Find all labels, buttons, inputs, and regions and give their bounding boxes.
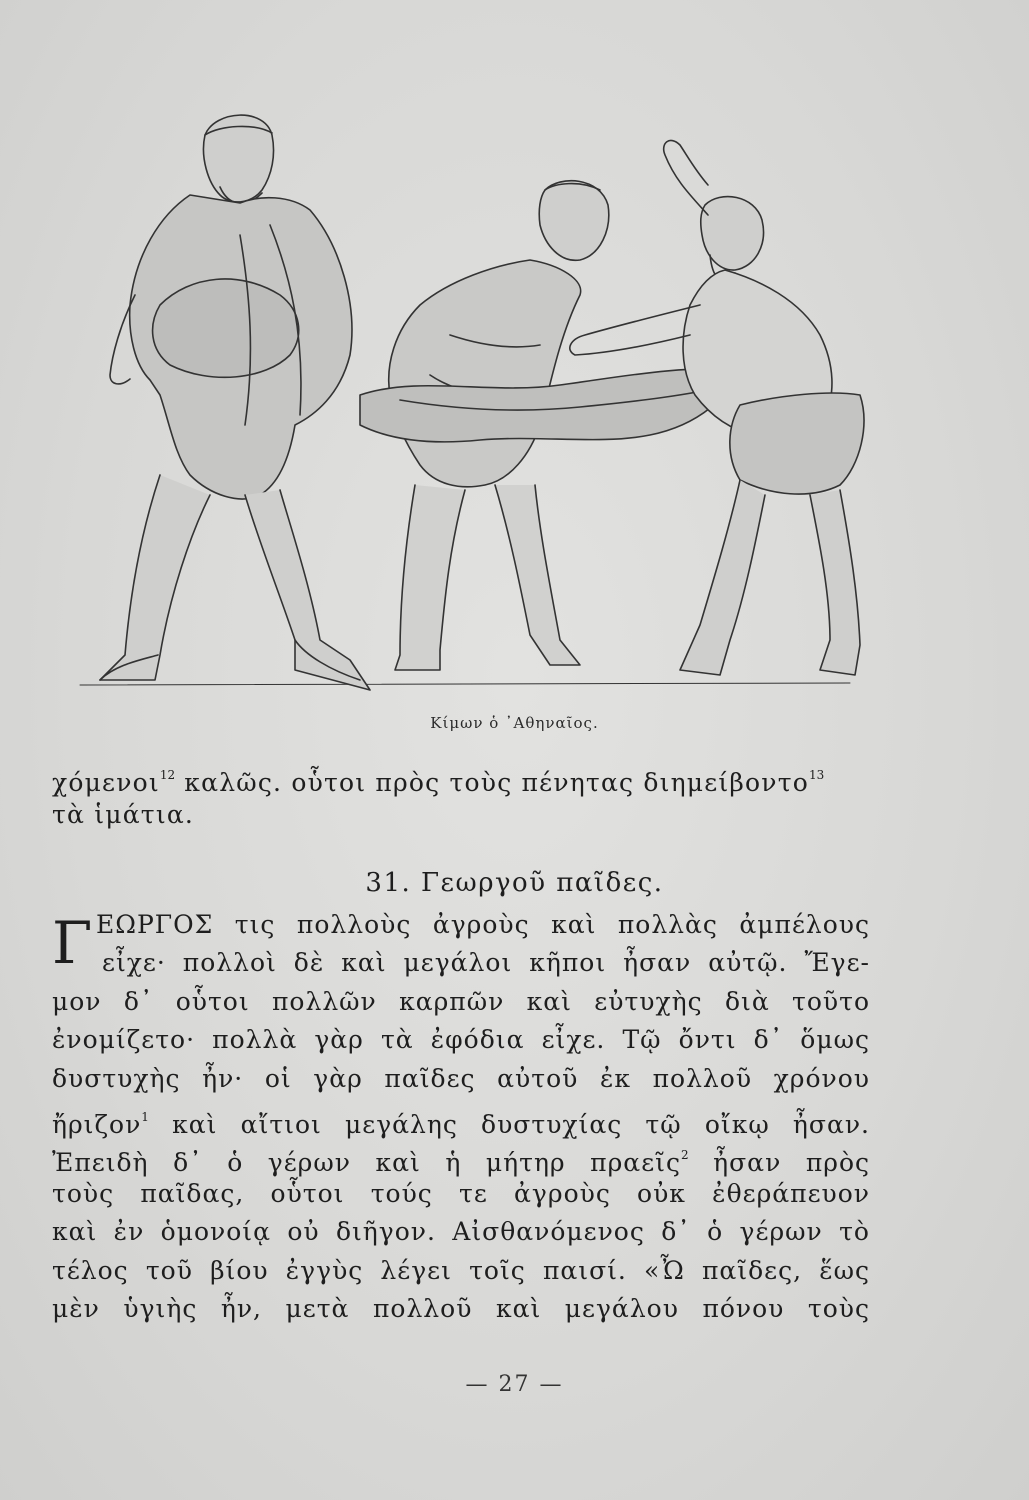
- text-segment: Ἐπειδὴ δ᾿ ὁ γέρων καὶ ἡ μήτηρ πραεῖς: [52, 1148, 681, 1178]
- continuation-line-1: [52, 758, 882, 800]
- continuation-text: τὰ ἱμάτια.: [52, 800, 195, 829]
- text-line: [52, 1098, 870, 1139]
- drop-cap: Γ: [52, 909, 93, 977]
- text-line: μὲν ὑγιὴς ἦν, μετὰ πολλοῦ καὶ μεγάλου πόνου τοὺς: [52, 1293, 870, 1323]
- text-segment: ἦσαν πρὸς: [688, 1148, 870, 1178]
- page-number: — 27 —: [465, 1372, 564, 1397]
- figure-kimon: [100, 115, 370, 690]
- text-line: ΕΩΡΓΟΣ τις πολλοὺς ἀγροὺς καὶ πολλὰς ἀμπέλους: [96, 910, 870, 939]
- text-segment: καὶ αἴτιοι μεγάλης δυστυχίας τῷ οἴκῳ ἦσαν.: [148, 1109, 870, 1139]
- continuation-line-2: [52, 798, 882, 832]
- text-line: τοὺς παῖδας, οὗτοι τούς τε ἀγροὺς οὐκ ἐθεράπευον: [52, 1178, 870, 1208]
- footnote-ref: 12: [159, 768, 176, 782]
- story-paragraph: [52, 906, 870, 1328]
- footnote-ref: 1: [141, 1109, 149, 1124]
- section-heading: 31. Γεωργοῦ παῖδες.: [365, 868, 664, 898]
- text-line: δυστυχὴς ἦν· οἱ γὰρ παῖδες αὐτοῦ ἐκ πολλοῦ χρόνου: [52, 1063, 870, 1093]
- illustration-kimon: [40, 95, 880, 705]
- text-line: εἶχε· πολλοὶ δὲ καὶ μεγάλοι κῆποι ἦσαν αὐτῷ. Ἔγε-: [102, 948, 870, 978]
- text-line: καὶ ἐν ὁμονοίᾳ οὐ διῆγον. Αἰσθανόμενος δ᾿ ὁ γέρων τὸ: [52, 1217, 870, 1247]
- figure-young-man: [360, 181, 740, 670]
- continuation-text: χόμενοι: [52, 768, 160, 797]
- text-line: ἐνομίζετο· πολλὰ γὰρ τὰ ἐφόδια εἶχε. Τῷ ὄντι δ᾿ ὅμως: [52, 1025, 870, 1055]
- text-segment: ἤριζον: [52, 1109, 142, 1139]
- text-line: μον δ᾿ οὗτοι πολλῶν καρπῶν καὶ εὐτυχὴς διὰ τοῦτο: [52, 986, 870, 1016]
- illustration-caption: Κίμων ὁ ᾿Αθηναῖος.: [430, 714, 599, 732]
- footnote-ref: 2: [680, 1148, 689, 1163]
- footnote-ref: 13: [809, 768, 825, 782]
- illustration-drawing: [40, 95, 880, 705]
- text-line: τέλος τοῦ βίου ἐγγὺς λέγει τοῖς παισί. «Ὦ παῖδες, ἕως: [52, 1255, 870, 1285]
- continuation-text: καλῶς. οὗτοι πρὸς τοὺς πένητας διημείβοντο: [175, 768, 809, 797]
- text-line: [52, 1136, 870, 1178]
